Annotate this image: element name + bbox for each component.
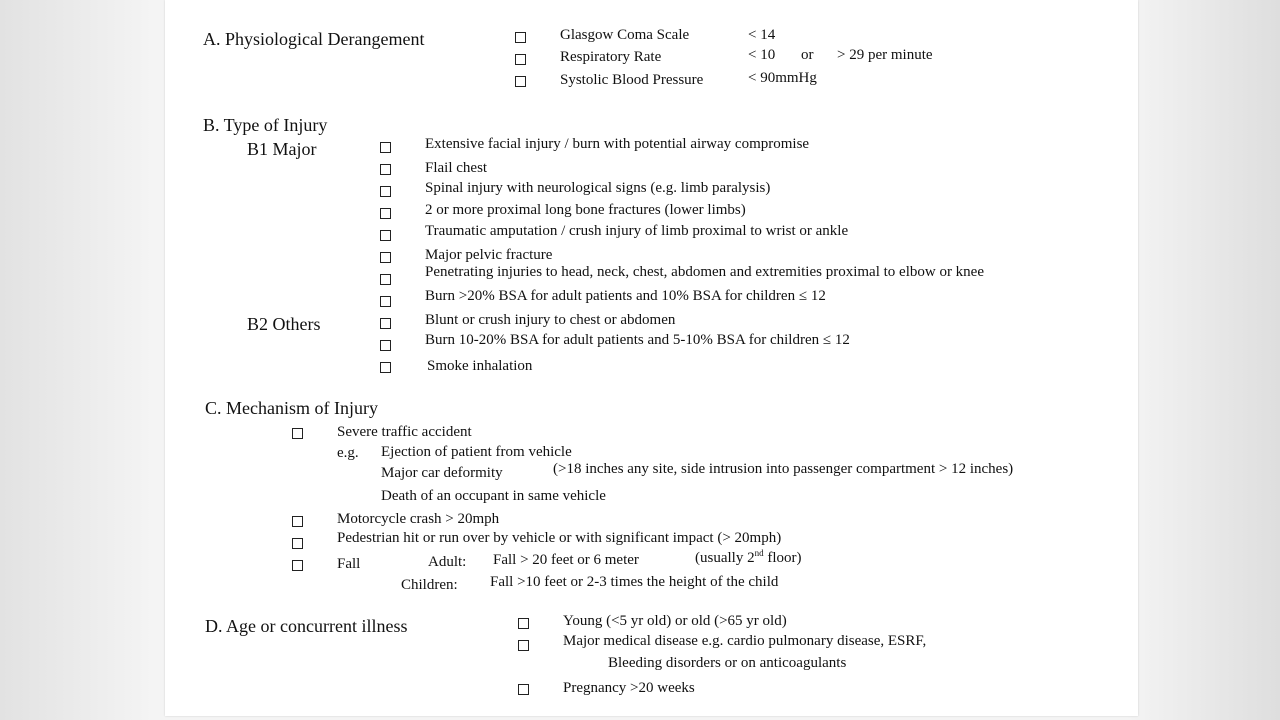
age-label: Young (<5 yr old) or old (>65 yr old): [563, 613, 787, 629]
checkbox-motorcycle[interactable]: [292, 516, 303, 527]
b1-item-2: Flail chest: [425, 160, 488, 176]
checkbox-systolic-bp[interactable]: [515, 76, 526, 87]
fall-children-text: Fall >10 feet or 2-3 times the height of the child: [490, 574, 779, 590]
checkbox-b1-item-1[interactable]: [380, 142, 391, 153]
b2-item-2: Burn 10-20% BSA for adult patients and 5-10% BSA for children ≤ 12: [425, 332, 850, 348]
checkbox-pedestrian[interactable]: [292, 538, 303, 549]
checkbox-traffic-accident[interactable]: [292, 428, 303, 439]
fall-adult-text: Fall > 20 feet or 6 meter: [493, 552, 639, 568]
systolic-bp-label: Systolic Blood Pressure: [560, 72, 704, 88]
checkbox-respiratory-rate[interactable]: [515, 54, 526, 65]
fall-adult-note: (usually 2nd floor): [695, 548, 802, 566]
b1-item-5: Traumatic amputation / crush injury of limb proximal to wrist or ankle: [425, 223, 849, 239]
respiratory-rate-label: Respiratory Rate: [560, 49, 662, 65]
b1-item-8: Burn >20% BSA for adult patients and 10% BSA for children ≤ 12: [425, 288, 826, 304]
checkbox-fall[interactable]: [292, 560, 303, 571]
fall-adult-label: Adult:: [428, 554, 467, 570]
respiratory-rate-or: or: [801, 47, 814, 63]
gcs-value: < 14: [748, 27, 776, 43]
section-d-heading: D. Age or concurrent illness: [205, 616, 408, 636]
eg-death-occupant: Death of an occupant in same vehicle: [381, 488, 606, 504]
b1-major-label: B1 Major: [247, 139, 317, 159]
eg-car-deformity-detail: (>18 inches any site, side intrusion into passenger compartment > 12 inches): [553, 461, 1014, 477]
checkbox-b2-item-1[interactable]: [380, 318, 391, 329]
checkbox-b1-item-7[interactable]: [380, 274, 391, 285]
checkbox-pregnancy[interactable]: [518, 684, 529, 695]
checkbox-b1-item-5[interactable]: [380, 230, 391, 241]
checkbox-b2-item-3[interactable]: [380, 362, 391, 373]
section-b-heading: B. Type of Injury: [203, 115, 328, 135]
systolic-bp-value: < 90mmHg: [748, 70, 817, 86]
checkbox-b2-item-2[interactable]: [380, 340, 391, 351]
eg-label: e.g.: [337, 445, 359, 461]
checkbox-age[interactable]: [518, 618, 529, 629]
eg-car-deformity: Major car deformity: [381, 465, 503, 481]
checkbox-b1-item-8[interactable]: [380, 296, 391, 307]
gcs-label: Glasgow Coma Scale: [560, 27, 690, 43]
fall-children-label: Children:: [401, 577, 458, 593]
checkbox-b1-item-3[interactable]: [380, 186, 391, 197]
section-a-heading: A. Physiological Derangement: [203, 29, 425, 49]
medical-disease-label: Major medical disease e.g. cardio pulmonary disease, ESRF,: [563, 633, 927, 649]
fall-label: Fall: [337, 556, 361, 572]
eg-ejection: Ejection of patient from vehicle: [381, 444, 572, 460]
b2-item-1: Blunt or crush injury to chest or abdomen: [425, 312, 676, 328]
pregnancy-label: Pregnancy >20 weeks: [563, 680, 695, 696]
checkbox-b1-item-6[interactable]: [380, 252, 391, 263]
scanned-document-page: [165, 0, 1138, 716]
checkbox-b1-item-2[interactable]: [380, 164, 391, 175]
b2-others-label: B2 Others: [247, 314, 321, 334]
checkbox-b1-item-4[interactable]: [380, 208, 391, 219]
checkbox-medical-disease[interactable]: [518, 640, 529, 651]
b1-item-6: Major pelvic fracture: [425, 247, 553, 263]
traffic-accident-label: Severe traffic accident: [337, 424, 472, 440]
motorcycle-label: Motorcycle crash > 20mph: [337, 511, 500, 527]
respiratory-rate-value2: > 29 per minute: [837, 47, 933, 63]
respiratory-rate-value: < 10: [748, 47, 776, 63]
b1-item-7: Penetrating injuries to head, neck, chest, abdomen and extremities proximal to elbow or knee: [425, 264, 984, 280]
pedestrian-label: Pedestrian hit or run over by vehicle or with significant impact (> 20mph): [337, 530, 782, 546]
b2-item-3: Smoke inhalation: [427, 358, 533, 374]
b1-item-4: 2 or more proximal long bone fractures (lower limbs): [425, 202, 746, 218]
checkbox-gcs[interactable]: [515, 32, 526, 43]
b1-item-1: Extensive facial injury / burn with potential airway compromise: [425, 136, 810, 152]
b1-item-3: Spinal injury with neurological signs (e.g. limb paralysis): [425, 180, 771, 196]
bleeding-disorders-label: Bleeding disorders or on anticoagulants: [608, 655, 847, 671]
section-c-heading: C. Mechanism of Injury: [205, 398, 378, 418]
